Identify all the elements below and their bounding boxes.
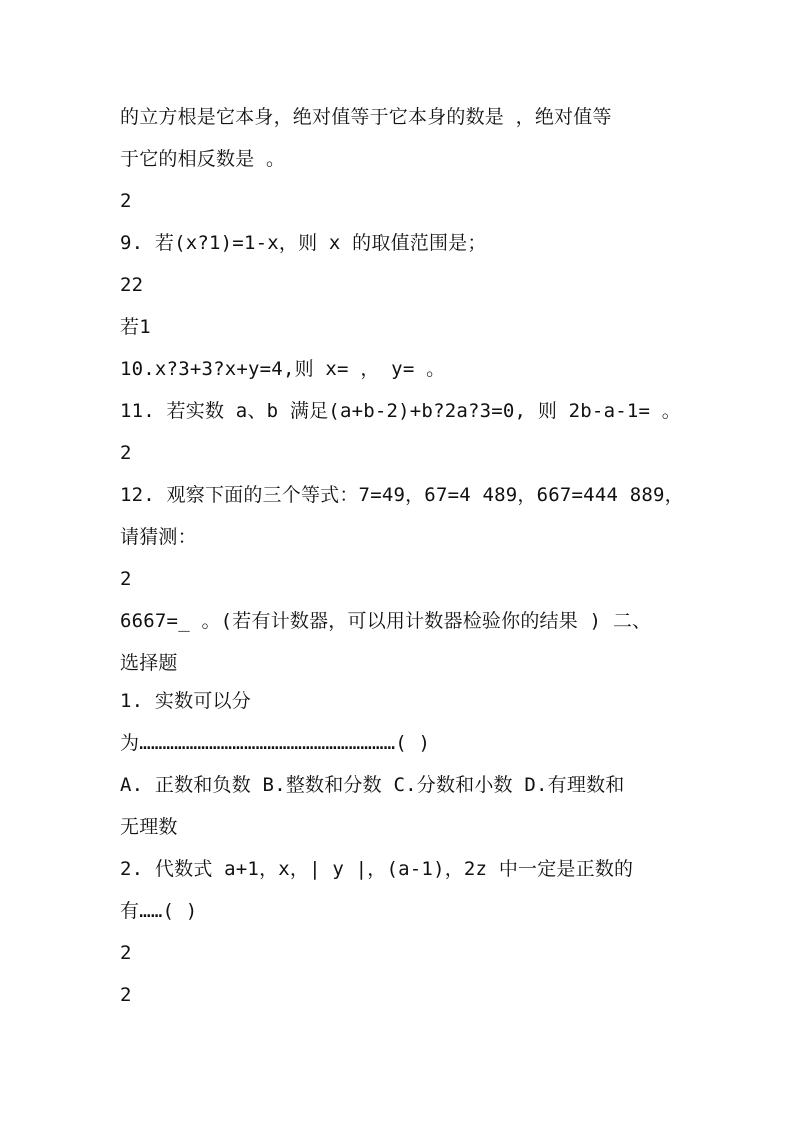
text-line: 2. 代数式 a+1，x，| y |，(a-1)，2z 中一定是正数的: [120, 858, 634, 880]
text-line: 请猜测：: [120, 526, 197, 548]
text-line: 2: [120, 190, 132, 212]
text-line: 12. 观察下面的三个等式：7=49，67=4 489，667=444 889，: [120, 484, 684, 506]
text-line: 于它的相反数是 。: [120, 148, 286, 170]
text-line: 2: [120, 568, 132, 590]
text-line: 的立方根是它本身，绝对值等于它本身的数是 ，绝对值等: [120, 106, 612, 128]
text-line: 若1: [120, 316, 151, 338]
text-line: 无理数: [120, 816, 178, 838]
text-line: 22: [120, 274, 144, 296]
text-line: 1. 实数可以分: [120, 690, 251, 712]
text-line: 2: [120, 942, 132, 964]
text-line: A. 正数和负数 B.整数和分数 C.分数和小数 D.有理数和: [120, 774, 625, 796]
text-line: 9. 若(x?1)=1-x，则 x 的取值范围是；: [120, 232, 487, 254]
text-line: 11. 若实数 a、b 满足(a+b-2)+b?2a?3=0, 则 2b-a-1= 。: [120, 400, 681, 422]
text-line: 有……( ): [120, 900, 198, 922]
text-line: 为…………………………………………………………( ): [120, 732, 431, 754]
text-line: 2: [120, 984, 132, 1006]
text-line: 2: [120, 442, 132, 464]
text-line: 选择题: [120, 652, 178, 674]
text-line: 10.x?3+3?x+y=4,则 x= ， y= 。: [120, 358, 446, 380]
text-line: 6667=_ 。(若有计数器，可以用计数器检验你的结果 ) 二、: [120, 610, 652, 632]
